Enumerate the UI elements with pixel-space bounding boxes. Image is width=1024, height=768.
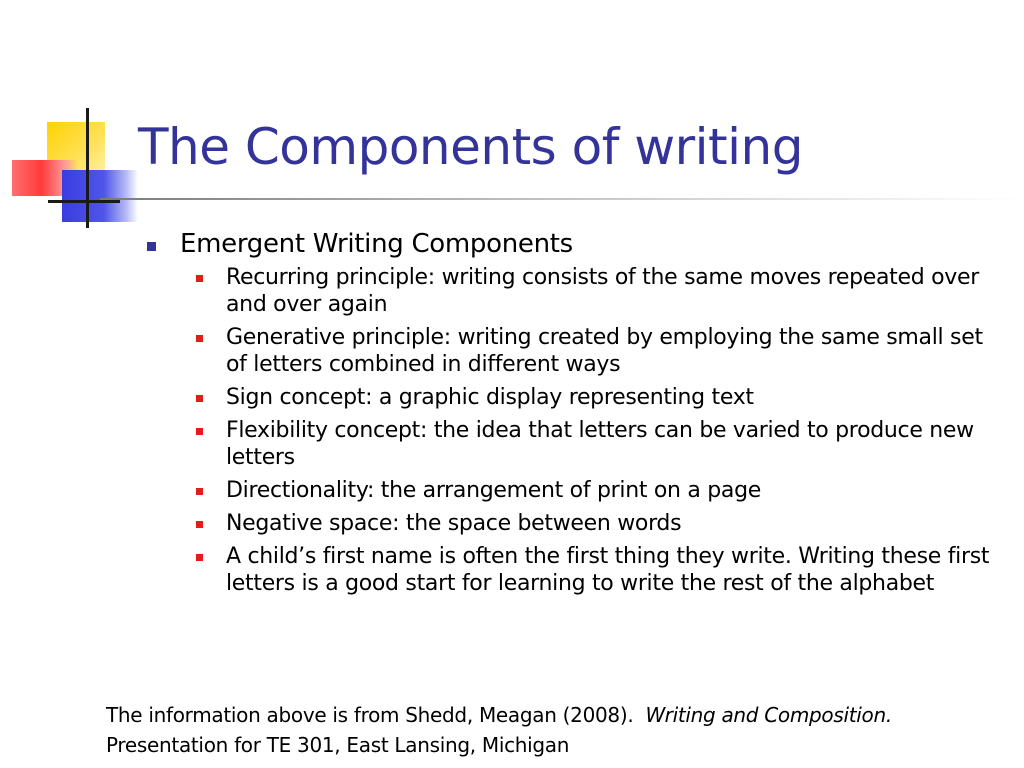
list-item <box>226 477 996 504</box>
sub-bullet-list <box>226 264 996 597</box>
square-bullet-icon <box>196 428 203 435</box>
slide-logo <box>0 0 150 240</box>
square-bullet-icon <box>196 275 203 282</box>
square-bullet-icon <box>196 335 203 342</box>
citation-suffix: Presentation for TE 301, East Lansing, Michigan <box>106 733 570 757</box>
square-bullet-icon <box>196 395 203 402</box>
list-item-text: Sign concept: a graphic display representing text <box>226 385 754 410</box>
list-item-text: Negative space: the space between words <box>226 511 682 536</box>
list-item <box>226 417 996 471</box>
square-bullet-icon <box>147 242 156 251</box>
citation-title: Writing and Composition. <box>645 703 892 727</box>
logo-vertical-line <box>86 108 89 228</box>
logo-horizontal-line <box>48 200 120 203</box>
list-item-text: Generative principle: writing created by employing the same small set of letters combined in different ways <box>226 325 983 377</box>
source-citation <box>106 700 1006 760</box>
slide-content <box>140 224 1000 603</box>
square-bullet-icon <box>196 521 203 528</box>
list-heading <box>140 224 1000 264</box>
list-item <box>226 510 996 537</box>
list-item-text: Recurring principle: writing consists of the same moves repeated over and over again <box>226 265 979 317</box>
title-underline <box>100 198 1024 200</box>
square-bullet-icon <box>196 488 203 495</box>
logo-blue-square <box>62 170 138 222</box>
list-item-text: Flexibility concept: the idea that letters can be varied to produce new letters <box>226 418 974 470</box>
list-item <box>226 324 996 378</box>
slide-title: The Components of writing <box>138 118 803 176</box>
list-item <box>226 384 996 411</box>
list-item <box>226 543 996 597</box>
list-item-text: Directionality: the arrangement of print on a page <box>226 478 761 503</box>
citation-prefix: The information above is from Shedd, Meagan (2008). <box>106 703 634 727</box>
list-item-text: A child’s first name is often the first thing they write. Writing these first letters is a good start for learning to write the rest of the alphabet <box>226 544 990 596</box>
square-bullet-icon <box>196 554 203 561</box>
list-item <box>226 264 996 318</box>
list-heading-text: Emergent Writing Components <box>180 229 573 259</box>
